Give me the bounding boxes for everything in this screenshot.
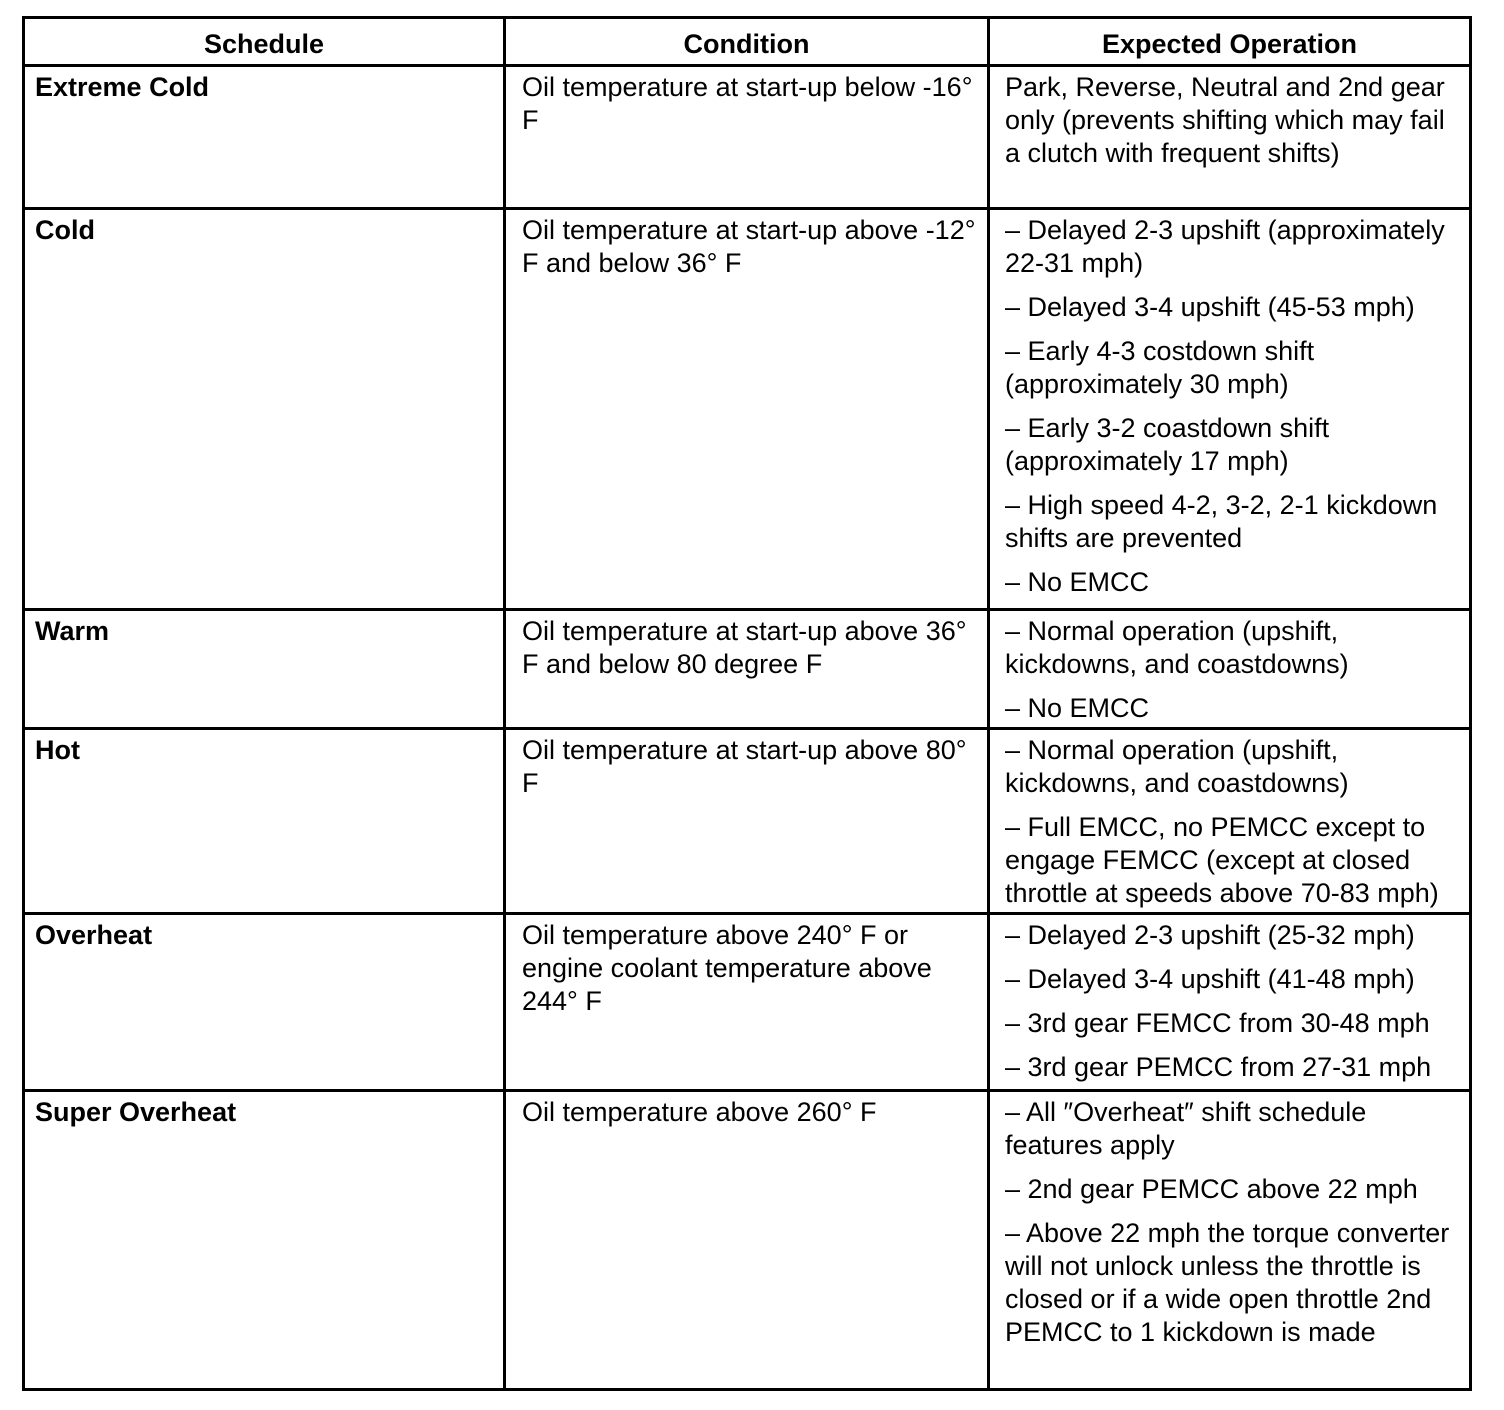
expected-operation-cell bbox=[989, 66, 1471, 209]
table-row bbox=[24, 610, 1471, 729]
table-row bbox=[24, 1091, 1471, 1390]
expected-operation-cell bbox=[989, 914, 1471, 1091]
column-header-schedule: Schedule bbox=[24, 18, 505, 66]
expected-operation-cell bbox=[989, 209, 1471, 610]
operation-item: Park, Reverse, Neutral and 2nd gear only (prevents shifting which may fail a clutch with frequent shifts) bbox=[1005, 72, 1445, 168]
schedule-cell: Hot bbox=[24, 729, 505, 914]
operation-item: – 2nd gear PEMCC above 22 mph bbox=[1005, 1174, 1418, 1204]
expected-operation-cell bbox=[989, 729, 1471, 914]
table-row bbox=[24, 66, 1471, 209]
expected-operation-cell bbox=[989, 1091, 1471, 1390]
schedule-cell: Super Overheat bbox=[24, 1091, 505, 1390]
condition-cell: Oil temperature above 260° F bbox=[505, 1091, 989, 1390]
condition-cell: Oil temperature at start-up below -16° F bbox=[505, 66, 989, 209]
condition-cell: Oil temperature at start-up above 80° F bbox=[505, 729, 989, 914]
condition-cell: Oil temperature at start-up above -12° F and below 36° F bbox=[505, 209, 989, 610]
operation-item: – Delayed 2-3 upshift (25-32 mph) bbox=[1005, 920, 1415, 950]
operation-item: – Full EMCC, no PEMCC except to engage FEMCC (except at closed throttle at speeds above 70-83 mph) bbox=[1005, 812, 1439, 908]
column-header-condition: Condition bbox=[505, 18, 989, 66]
operation-item: – Normal operation (upshift, kickdowns, and coastdowns) bbox=[1005, 735, 1349, 798]
operation-item: – 3rd gear PEMCC from 27-31 mph bbox=[1005, 1052, 1432, 1082]
operation-item: – Above 22 mph the torque converter will not unlock unless the throttle is closed or if a wide open throttle 2nd PEMCC to 1 kickdown is made bbox=[1005, 1218, 1450, 1347]
operation-item: – Delayed 3-4 upshift (41-48 mph) bbox=[1005, 964, 1415, 994]
operation-item: – High speed 4-2, 3-2, 2-1 kickdown shifts are prevented bbox=[1005, 490, 1438, 553]
condition-cell: Oil temperature above 240° F or engine coolant temperature above 244° F bbox=[505, 914, 989, 1091]
operation-item: – Early 3-2 coastdown shift (approximately 17 mph) bbox=[1005, 413, 1330, 476]
schedule-cell: Warm bbox=[24, 610, 505, 729]
operation-item: – 3rd gear FEMCC from 30-48 mph bbox=[1005, 1008, 1430, 1038]
header-row bbox=[24, 18, 1471, 66]
schedule-cell: Overheat bbox=[24, 914, 505, 1091]
condition-cell: Oil temperature at start-up above 36° F and below 80 degree F bbox=[505, 610, 989, 729]
schedule-cell: Cold bbox=[24, 209, 505, 610]
table-row bbox=[24, 729, 1471, 914]
table-row bbox=[24, 209, 1471, 610]
expected-operation-cell bbox=[989, 610, 1471, 729]
operation-item: – Normal operation (upshift, kickdowns, and coastdowns) bbox=[1005, 616, 1349, 679]
column-header-expected-operation: Expected Operation bbox=[989, 18, 1471, 66]
table-row bbox=[24, 914, 1471, 1091]
shift-schedule-table bbox=[22, 16, 1472, 1391]
operation-item: – Early 4-3 costdown shift (approximately 30 mph) bbox=[1005, 336, 1315, 399]
operation-item: – All ″Overheat″ shift schedule features apply bbox=[1005, 1097, 1367, 1160]
operation-item: – No EMCC bbox=[1005, 567, 1150, 597]
operation-item: – Delayed 2-3 upshift (approximately 22-31 mph) bbox=[1005, 215, 1445, 278]
schedule-cell: Extreme Cold bbox=[24, 66, 505, 209]
operation-item: – Delayed 3-4 upshift (45-53 mph) bbox=[1005, 292, 1415, 322]
operation-item: – No EMCC bbox=[1005, 693, 1150, 723]
